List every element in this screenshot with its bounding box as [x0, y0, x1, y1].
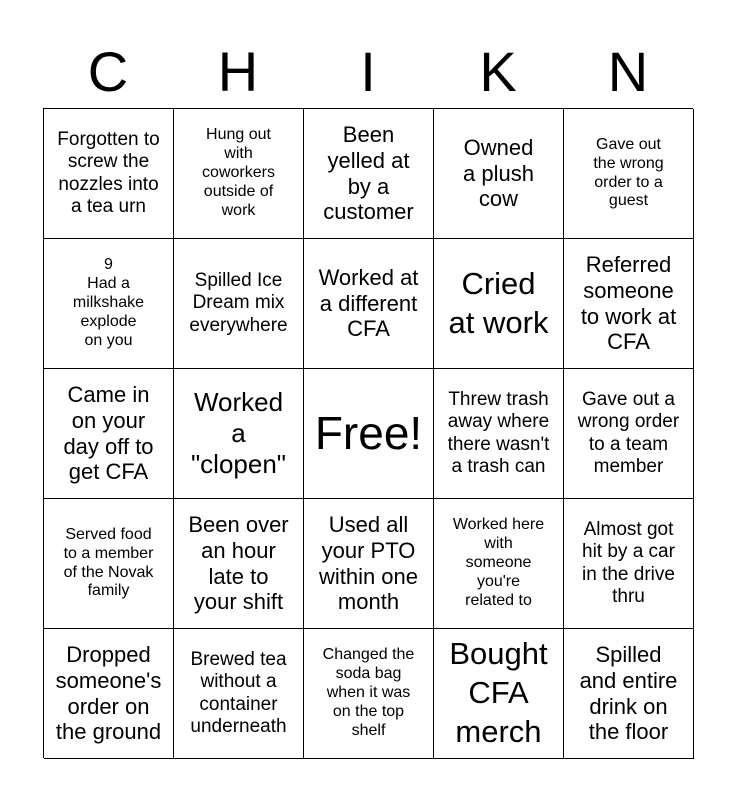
bingo-cell[interactable]: [434, 369, 564, 499]
bingo-cell-text: Gave out a wrong order to a team member: [577, 388, 680, 477]
bingo-cell[interactable]: [434, 499, 564, 629]
bingo-cell[interactable]: [174, 239, 304, 369]
header-letter-c: C: [87, 40, 129, 103]
header-letter-k: K: [479, 40, 517, 103]
bingo-cell-text: Served food to a member of the Novak family: [63, 525, 154, 600]
bingo-cell-text: Hung out with coworkers outside of work: [202, 126, 275, 219]
bingo-cell-text: 9 Had a milkshake explode on you: [72, 256, 145, 349]
bingo-cell[interactable]: [564, 369, 694, 499]
bingo-cell[interactable]: [434, 239, 564, 369]
bingo-cell[interactable]: [564, 109, 694, 239]
bingo-cell-text: Spilled and entire drink on the floor: [579, 641, 678, 745]
bingo-cell[interactable]: [44, 629, 174, 759]
bingo-cell-text: Been over an hour late to your shift: [188, 511, 289, 615]
bingo-cell[interactable]: [44, 109, 174, 239]
bingo-cell[interactable]: [174, 499, 304, 629]
bingo-cell-text: Worked at a different CFA: [318, 264, 419, 342]
bingo-cell-text: Dropped someone's order on the ground: [55, 641, 162, 745]
header-letter-i: I: [360, 40, 376, 103]
bingo-cell-text: Spilled Ice Dream mix everywhere: [189, 269, 288, 336]
bingo-cell[interactable]: [564, 499, 694, 629]
bingo-cell-text: Referred someone to work at CFA: [580, 251, 677, 355]
bingo-cell-text: Brewed tea without a container underneath: [190, 648, 287, 737]
bingo-cell-text: Been yelled at by a customer: [323, 121, 414, 225]
bingo-cell-text: Worked here with someone you're related to: [452, 516, 545, 609]
bingo-cell[interactable]: [174, 629, 304, 759]
bingo-cell[interactable]: [174, 369, 304, 499]
bingo-cell[interactable]: [44, 499, 174, 629]
bingo-cell[interactable]: [44, 239, 174, 369]
bingo-cell[interactable]: [174, 109, 304, 239]
bingo-cell[interactable]: [44, 369, 174, 499]
bingo-cell[interactable]: [304, 109, 434, 239]
bingo-cell[interactable]: [434, 629, 564, 759]
bingo-cell[interactable]: [434, 109, 564, 239]
header-letter-n: N: [607, 40, 649, 103]
bingo-cell-text: Owned a plush cow: [463, 134, 534, 212]
bingo-cell-text: Threw trash away where there wasn't a trash can: [447, 388, 550, 477]
bingo-cell-text: Bought CFA merch: [449, 636, 548, 749]
bingo-cell-text: Used all your PTO within one month: [318, 511, 419, 615]
free-space-cell[interactable]: [304, 369, 434, 499]
bingo-board: [43, 108, 693, 758]
bingo-cell-text: Gave out the wrong order to a guest: [593, 135, 664, 210]
bingo-cell[interactable]: [304, 629, 434, 759]
bingo-cell-text: Worked a "clopen": [190, 387, 287, 479]
bingo-cell-text: Came in on your day off to get CFA: [63, 381, 154, 485]
bingo-cell[interactable]: [564, 629, 694, 759]
bingo-cell-text: Cried at work: [448, 265, 549, 340]
bingo-cell-text: Almost got hit by a car in the drive thru: [582, 518, 675, 607]
bingo-header: [43, 36, 693, 108]
bingo-cell-text: Changed the soda bag when it was on the top shelf: [322, 646, 415, 739]
bingo-cell[interactable]: [564, 239, 694, 369]
bingo-cell[interactable]: [304, 239, 434, 369]
bingo-cell-text: Free!: [314, 407, 423, 460]
bingo-cell-text: Forgotten to screw the nozzles into a tea urn: [57, 128, 160, 217]
bingo-cell[interactable]: [304, 499, 434, 629]
header-letter-h: H: [217, 40, 259, 103]
